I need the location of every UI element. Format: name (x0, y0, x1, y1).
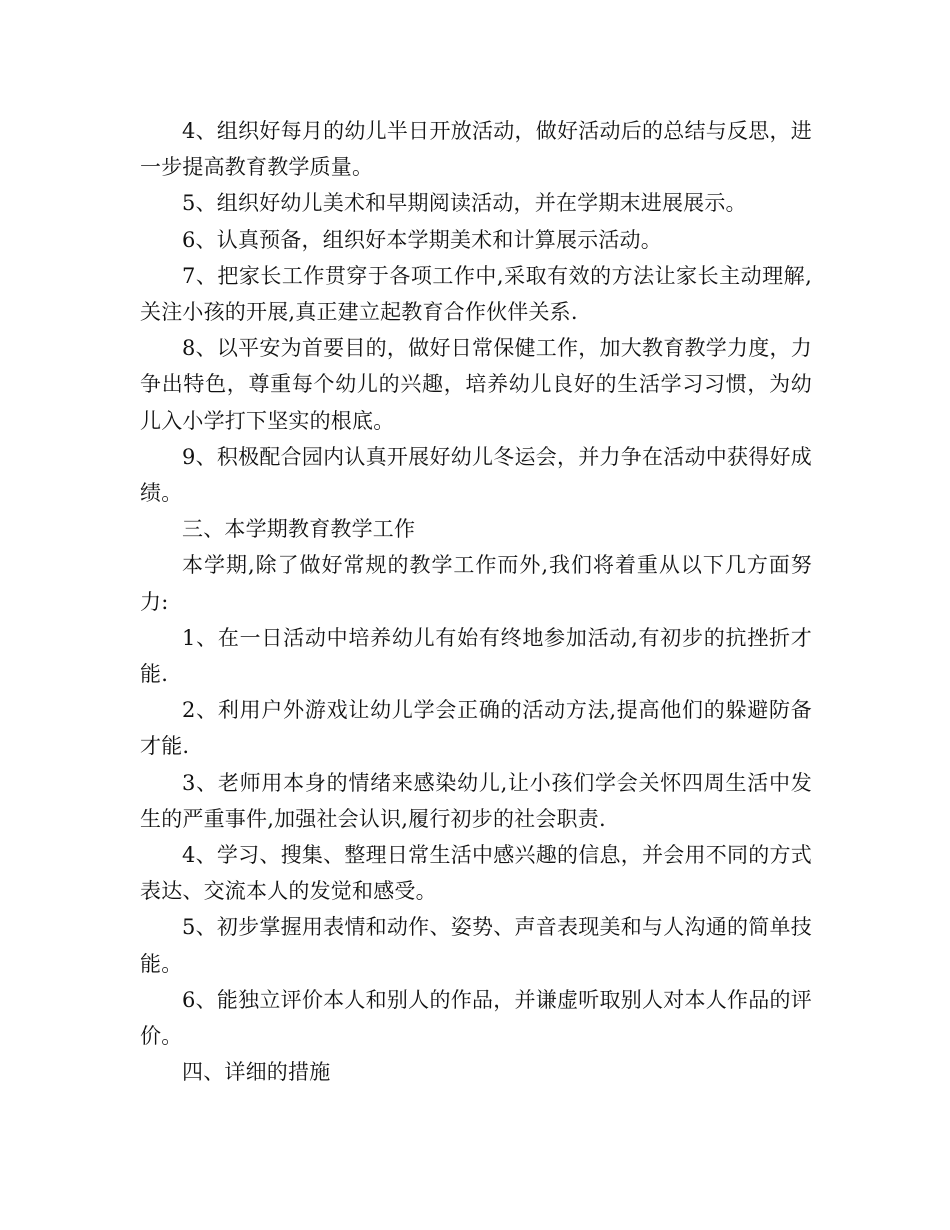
paragraph-goal-6: 6、认真预备，组织好本学期美术和计算展示活动。 (182, 227, 662, 252)
paragraph-item-1: 1、在一日活动中培养幼儿有始有终地参加活动,有初步的抗挫折才能. (140, 625, 812, 687)
paragraph-goal-7: 7、把家长工作贯穿于各项工作中,采取有效的方法让家长主动理解,关注小孩的开展,真正建立起教育合作伙伴关系. (140, 263, 812, 325)
section-heading-3: 三、本学期教育教学工作 (182, 517, 416, 542)
paragraph-goal-8: 8、以平安为首要目的，做好日常保健工作，加大教育教学力度，力争出特色，尊重每个幼儿的兴趣，培养幼儿良好的生活学习习惯，为幼儿入小学打下坚实的根底。 (140, 336, 812, 433)
paragraph-intro: 本学期,除了做好常规的教学工作而外,我们将着重从以下几方面努力: (140, 553, 812, 614)
paragraph-goal-9: 9、积极配合园内认真开展好幼儿冬运会，并力争在活动中获得好成绩。 (140, 444, 812, 506)
paragraph-item-6: 6、能独立评价本人和别人的作品，并谦虚听取别人对本人作品的评价。 (140, 987, 812, 1049)
document-body (140, 113, 812, 1090)
paragraph-item-2: 2、利用户外游戏让幼儿学会正确的活动方法,提高他们的躲避防备才能. (140, 698, 812, 759)
paragraph-item-5: 5、初步掌握用表情和动作、姿势、声音表现美和与人沟通的简单技能。 (140, 915, 812, 976)
section-heading-4: 四、详细的措施 (182, 1060, 331, 1085)
paragraph-goal-5: 5、组织好幼儿美术和早期阅读活动，并在学期末进展展示。 (182, 191, 747, 216)
paragraph-item-3: 3、老师用本身的情绪来感染幼儿,让小孩们学会关怀四周生活中发生的严重事件,加强社会认识,履行初步的社会职责. (140, 770, 812, 831)
paragraph-item-4: 4、学习、搜集、整理日常生活中感兴趣的信息，并会用不同的方式表达、交流本人的发觉和感受。 (140, 843, 812, 904)
paragraph-goal-4: 4、组织好每月的幼儿半日开放活动，做好活动后的总结与反思，进一步提高教育教学质量。 (140, 119, 812, 180)
